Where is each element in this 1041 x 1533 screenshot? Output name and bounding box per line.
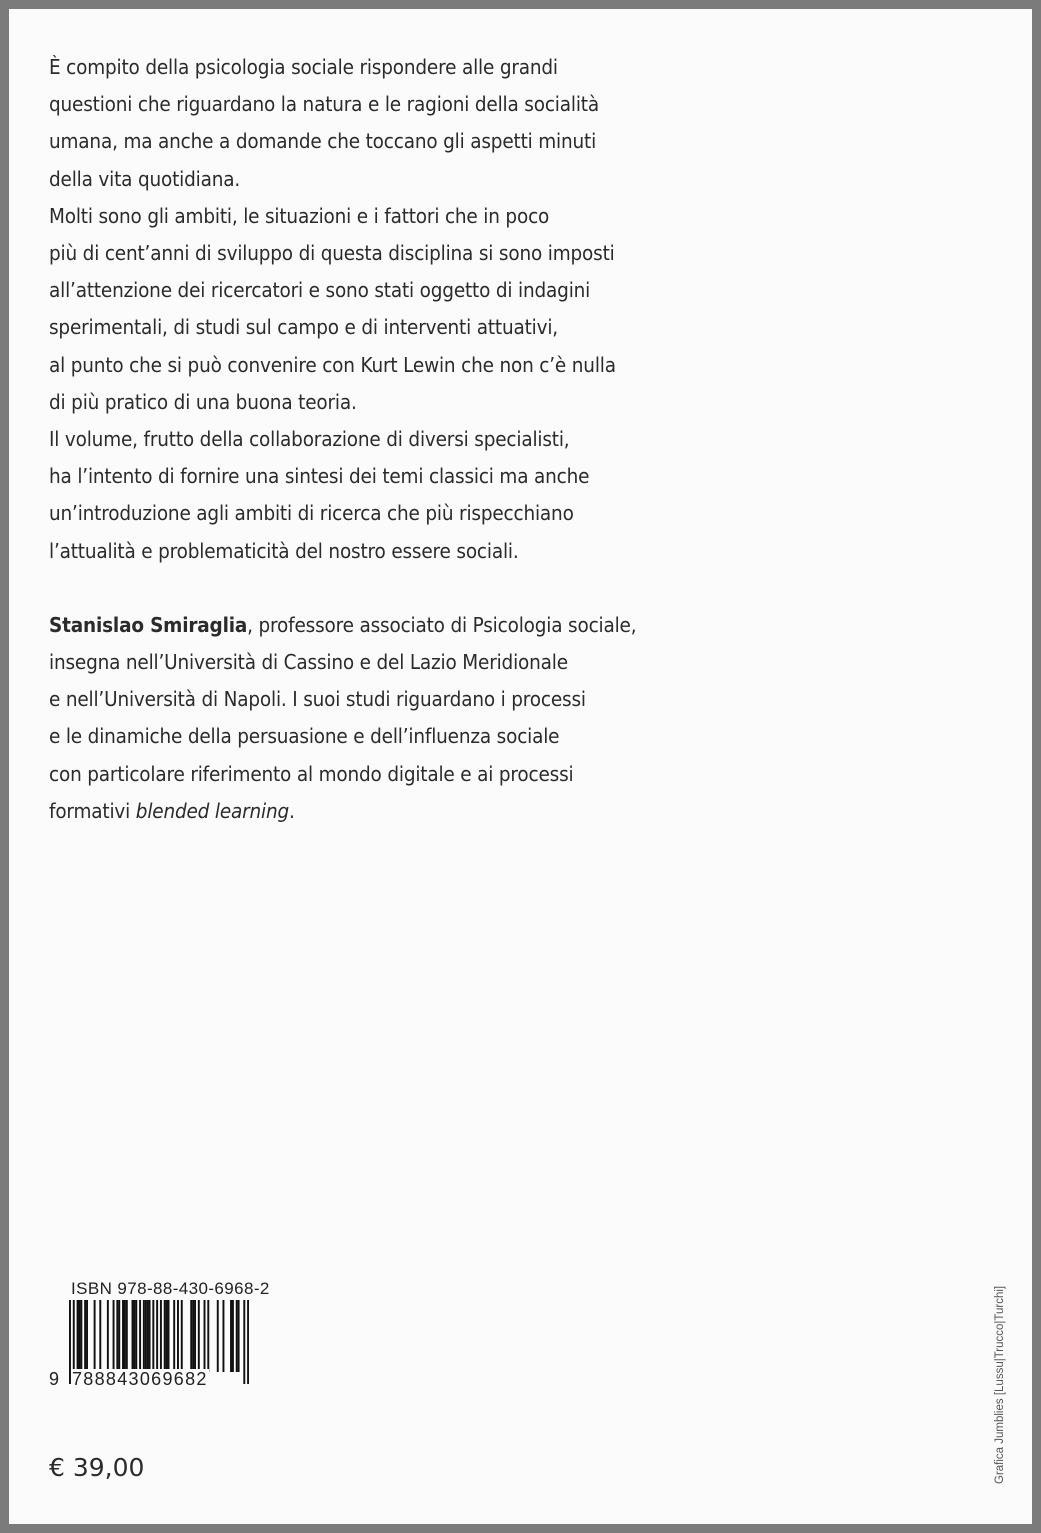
barcode-bar: [86, 1300, 88, 1372]
blurb-line: di più pratico di una buona teoria.: [49, 389, 357, 414]
blurb-line: più di cent’anni di sviluppo di questa disciplina si sono imposti: [49, 241, 615, 266]
barcode-bar: [166, 1300, 168, 1372]
barcode-bar: [217, 1300, 219, 1372]
barcode-first-digit: 9: [49, 1369, 61, 1389]
barcode-bar: [133, 1300, 135, 1372]
barcode-bar: [198, 1300, 200, 1372]
barcode-digits: [49, 1369, 209, 1390]
blurb-line: ha l’intento di fornire una sintesi dei temi classici ma anche: [49, 464, 590, 489]
barcode-bar: [243, 1300, 245, 1384]
blurb-line: sperimentali, di studi sul campo e di interventi attuativi,: [49, 315, 558, 340]
price: € 39,00: [49, 1453, 145, 1482]
barcode-bar: [232, 1300, 234, 1372]
barcode-bar: [222, 1300, 224, 1372]
barcode-bar: [99, 1300, 101, 1372]
barcode-bar: [147, 1300, 149, 1372]
blurb-line: Molti sono gli ambiti, le situazioni e i fattori che in poco: [49, 203, 550, 228]
barcode-bar: [77, 1300, 79, 1372]
blurb-paragraph: [49, 49, 733, 570]
author-name: Stanislao Smiraglia: [49, 612, 248, 637]
barcode-bar: [84, 1300, 86, 1372]
barcode-bar: [204, 1300, 206, 1372]
cover-text: [49, 49, 733, 830]
barcode-bar: [132, 1300, 134, 1372]
author-bio-line: insegna nell’Università di Cassino e del Lazio Meridionale: [49, 650, 568, 675]
barcode-bar: [116, 1300, 118, 1372]
barcode-bar: [194, 1300, 196, 1372]
barcode-bar: [139, 1300, 141, 1372]
barcode-bar: [145, 1300, 147, 1372]
author-bio-text: .: [289, 798, 295, 823]
author-bio-line: [49, 793, 733, 830]
barcode-bar: [149, 1300, 151, 1372]
barcode-bar: [126, 1300, 128, 1372]
blurb-line: della vita quotidiana.: [49, 166, 241, 191]
author-bio-line: [49, 607, 733, 644]
barcode-bar: [94, 1300, 96, 1372]
author-bio-text: formativi: [49, 798, 136, 823]
barcode-bar: [192, 1300, 194, 1372]
barcode-bar: [168, 1300, 170, 1372]
barcode-bar: [107, 1300, 109, 1372]
barcode-digit-group: 788843069682: [72, 1369, 208, 1389]
blurb-line: Il volume, frutto della collaborazione di diversi specialisti,: [49, 427, 570, 452]
barcode-bar: [207, 1300, 209, 1372]
barcode-bar: [236, 1300, 238, 1372]
barcode-bar: [181, 1300, 183, 1372]
author-bio-line: con particolare riferimento al mondo digitale e ai processi: [49, 761, 574, 786]
blurb-line: un’introduzione agli ambiti di ricerca che più rispecchiano: [49, 501, 574, 526]
blurb-line: È compito della psicologia sociale rispondere alle grandi: [49, 55, 558, 79]
blurb-line: questioni che riguardano la natura e le ragioni della socialità: [49, 92, 599, 117]
barcode-bar: [78, 1300, 80, 1372]
isbn-label: ISBN 978-88-430-6968-2: [71, 1279, 270, 1298]
author-bio: [49, 607, 733, 830]
blurb-line: umana, ma anche a domande che toccano gli aspetti minuti: [49, 129, 597, 154]
author-bio-line: e le dinamiche della persuasione e dell’influenza sociale: [49, 724, 560, 749]
barcode-bar: [135, 1300, 137, 1372]
barcode-bar: [177, 1300, 179, 1372]
barcode-bar: [143, 1300, 145, 1372]
barcode-bar: [124, 1300, 126, 1372]
blurb-line: all’attenzione dei ricercatori e sono stati oggetto di indagini: [49, 278, 591, 303]
barcode-bar: [118, 1300, 120, 1372]
barcode-bar: [247, 1300, 249, 1384]
barcode-bar: [238, 1300, 240, 1372]
barcode-bar: [173, 1300, 175, 1372]
design-credit: Grafica Jumblies [Lussu|Trucco|Turchi]: [994, 1285, 1006, 1484]
barcode-bar: [164, 1300, 166, 1372]
author-bio-text: , professore associato di Psicologia sociale,: [247, 612, 637, 637]
blurb-line: al punto che si può convenire con Kurt Lewin che non c’è nulla: [49, 352, 616, 377]
italic-term: blended learning: [135, 798, 290, 823]
barcode-bar: [230, 1300, 232, 1372]
barcode-bar: [190, 1300, 192, 1372]
barcode-bar: [152, 1300, 154, 1372]
barcode-bar: [122, 1300, 124, 1372]
barcode-bar: [113, 1300, 115, 1372]
barcode-bar: [80, 1300, 82, 1372]
blurb-line: l’attualità e problematicità del nostro essere sociali.: [49, 538, 519, 563]
author-bio-line: e nell’Università di Napoli. I suoi studi riguardano i processi: [49, 687, 586, 712]
